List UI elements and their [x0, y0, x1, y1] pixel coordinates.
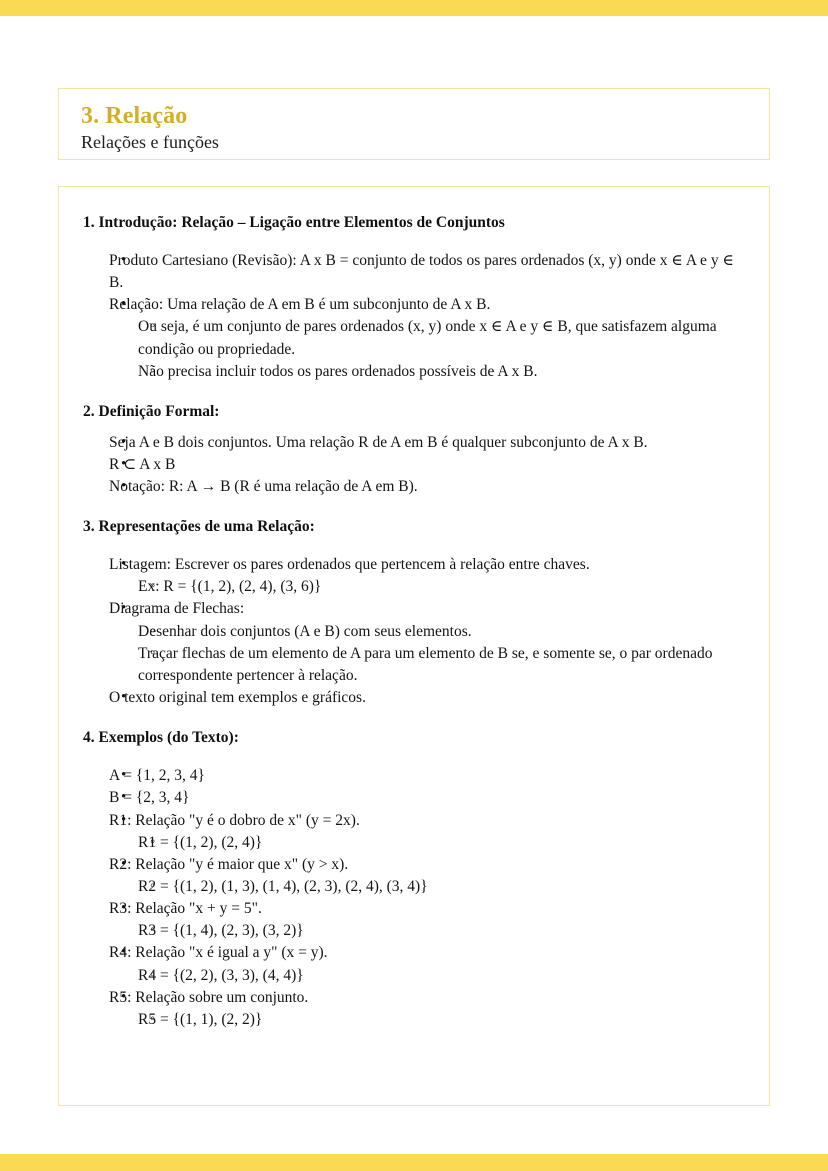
list-item-text: • Produto Cartesiano (Revisão): A x B = conjunto de todos os pares ordenados (x, y) onde x ∈ A e y ∈ B.	[109, 250, 741, 294]
list-item	[83, 294, 741, 383]
section-gap	[83, 498, 741, 517]
list-item-text: • R3: Relação "x + y = 5".	[109, 898, 741, 920]
list-item	[83, 687, 741, 709]
sub-list-item	[109, 621, 741, 643]
sub-list-item-text: ◦ R5 = {(1, 1), (2, 2)}	[138, 1009, 741, 1031]
section-heading: 2. Definição Formal:	[83, 402, 220, 420]
list-item	[83, 432, 741, 454]
list-item	[83, 987, 741, 1031]
sub-list-item	[109, 316, 741, 360]
list-item	[83, 250, 741, 294]
list-item-text: • R1: Relação "y é o dobro de x" (y = 2x).	[109, 810, 741, 832]
list-item-text: • R2: Relação "y é maior que x" (y > x).	[109, 854, 741, 876]
sub-list-item-text: ◦ Desenhar dois conjuntos (A e B) com seus elementos.	[138, 621, 741, 643]
bullet-list	[83, 250, 741, 383]
sub-list-item-text: ◦ Não precisa incluir todos os pares ordenados possíveis de A x B.	[138, 361, 741, 383]
section-heading: 1. Introdução: Relação – Ligação entre Elementos de Conjuntos	[83, 214, 505, 231]
sub-list-item-text: ◦ Traçar flechas de um elemento de A para um elemento de B se, e somente se, o par ordenado correspondente pertencer à relação.	[138, 643, 741, 687]
sub-list-item-text: ◦ Ex: R = {(1, 2), (2, 4), (3, 6)}	[138, 576, 741, 598]
list-item	[83, 942, 741, 986]
list-item-text: • A = {1, 2, 3, 4}	[109, 765, 741, 787]
heading-gap	[83, 234, 741, 250]
heading-gap	[83, 749, 741, 765]
section	[83, 517, 741, 709]
bullet-list	[83, 432, 741, 498]
list-item	[83, 854, 741, 898]
sub-list-item	[109, 920, 741, 942]
sub-list-item	[109, 643, 741, 687]
list-item	[83, 554, 741, 598]
list-item	[83, 454, 741, 476]
sub-list-item	[109, 832, 741, 854]
list-item-text: • Listagem: Escrever os pares ordenados que pertencem à relação entre chaves.	[109, 554, 741, 576]
list-item	[83, 765, 741, 787]
sub-list-item	[109, 1009, 741, 1031]
sub-bullet-list	[109, 316, 741, 382]
sub-bullet-list	[109, 876, 741, 898]
sub-list-item	[109, 576, 741, 598]
section-gap	[83, 709, 741, 728]
sub-list-item-text: ◦ R4 = {(2, 2), (3, 3), (4, 4)}	[138, 965, 741, 987]
sub-bullet-list	[109, 965, 741, 987]
title-card	[58, 88, 770, 160]
heading-gap	[83, 538, 741, 554]
sub-list-item-text: ◦ R3 = {(1, 4), (2, 3), (3, 2)}	[138, 920, 741, 942]
list-item-text: • O texto original tem exemplos e gráficos.	[109, 687, 741, 709]
sub-bullet-list	[109, 1009, 741, 1031]
section-heading: 4. Exemplos (do Texto):	[83, 729, 239, 747]
sub-list-item-text: ◦ R2 = {(1, 2), (1, 3), (1, 4), (2, 3), (2, 4), (3, 4)}	[138, 876, 741, 898]
list-item-text: • Relação: Uma relação de A em B é um subconjunto de A x B.	[109, 294, 741, 316]
list-item	[83, 598, 741, 687]
page-title: 3. Relação	[81, 103, 188, 129]
list-item	[83, 898, 741, 942]
sections-container	[83, 213, 741, 1031]
sub-bullet-list	[109, 832, 741, 854]
content-card	[58, 186, 770, 1106]
section-heading: 3. Representações de uma Relação:	[83, 518, 315, 536]
list-item-text: • Diagrama de Flechas:	[109, 598, 741, 620]
sub-list-item	[109, 361, 741, 383]
section	[83, 402, 741, 498]
heading-gap	[83, 423, 741, 432]
list-item-text: • R5: Relação sobre um conjunto.	[109, 987, 741, 1009]
section	[83, 213, 741, 383]
list-item-text: • Seja A e B dois conjuntos. Uma relação R de A em B é qualquer subconjunto de A x B.	[109, 432, 741, 454]
list-item	[83, 476, 741, 498]
list-item-text: • Notação: R: A → B (R é uma relação de A em B).	[109, 476, 741, 498]
list-item-text: • B = {2, 3, 4}	[109, 787, 741, 809]
bullet-list	[83, 554, 741, 709]
list-item-text: • R ⊂ A x B	[109, 454, 741, 476]
list-item	[83, 810, 741, 854]
sub-list-item-text: ◦ R1 = {(1, 2), (2, 4)}	[138, 832, 741, 854]
sub-bullet-list	[109, 576, 741, 598]
sub-bullet-list	[109, 621, 741, 687]
top-accent-bar	[0, 0, 828, 16]
page-subtitle: Relações e funções	[81, 132, 219, 153]
sub-bullet-list	[109, 920, 741, 942]
sub-list-item	[109, 876, 741, 898]
section	[83, 728, 741, 1031]
list-item	[83, 787, 741, 809]
list-item-text: • R4: Relação "x é igual a y" (x = y).	[109, 942, 741, 964]
sub-list-item	[109, 965, 741, 987]
section-gap	[83, 383, 741, 402]
bullet-list	[83, 765, 741, 1031]
sub-list-item-text: ◦ Ou seja, é um conjunto de pares ordenados (x, y) onde x ∈ A e y ∈ B, que satisfazem alguma condição ou propriedade.	[138, 316, 741, 360]
bottom-accent-bar	[0, 1154, 828, 1171]
